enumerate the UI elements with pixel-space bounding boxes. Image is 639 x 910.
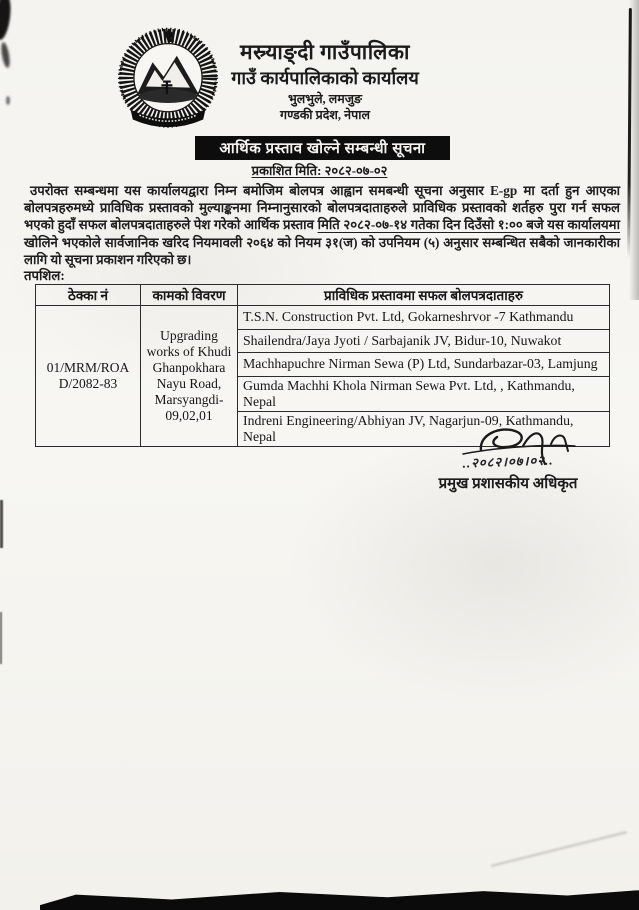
header-successful-bidders: प्राविधिक प्रस्तावमा सफल बोलपत्रदाताहरु (238, 285, 610, 306)
body-text-after: खोलिने भएकोले सार्वजानिक खरिद नियमावली २०६४ को नियम ३१(ज) को उपनियम (५) अनुसार सम्बन्धित सबैको जानकारीका लागि यो सूचना प्रकाशन गरिएको छ। (24, 234, 620, 267)
bidder-cell: T.S.N. Construction Pvt. Ltd, Gokarneshrvor -7 Kathmandu (238, 306, 610, 330)
scan-edge-line-right (627, 8, 632, 258)
bidders-table (35, 284, 610, 447)
bidder-cell: Indreni Engineering/Abhiyan JV, Nagarjun-09, Kathmandu, Nepal (238, 411, 610, 446)
scan-edge-shadow-right (629, 0, 639, 300)
bidder-cell: Shailendra/Jaya Jyoti / Sarbajanik JV, Bidur-10, Nuwakot (238, 329, 610, 353)
municipality-name: मस्र्याङ्दी गाउँपालिका (240, 40, 410, 64)
body-text-underlined-date: मिति २०८२-०७-१४ गतेका दिन दिउँसो १:०० बजे यस कार्यालयमा (317, 217, 620, 233)
scan-streak-left-1 (0, 500, 3, 548)
scan-smudge-top-left-2 (0, 42, 11, 69)
tapasil-label: तपशिल: (24, 268, 65, 283)
signature-handwritten-date: ..२०८२।०७।०२.. (462, 452, 554, 471)
notice-body-paragraph (24, 182, 620, 268)
scan-black-band-bottom (40, 888, 639, 910)
notice-title-banner: आर्थिक प्रस्ताव खोल्ने सम्बन्धी सूचना (196, 137, 449, 159)
published-date: प्रकाशित मिति: २०८२-०७-०२ (251, 163, 388, 178)
bidder-cell: Gumda Machhi Khola Nirman Sewa Pvt. Ltd, , Kathmandu, Nepal (238, 376, 610, 411)
office-name: गाउँ कार्यपालिकाको कार्यालय (231, 68, 419, 88)
scan-streak-left-2 (0, 612, 2, 664)
contract-number-cell: 01/MRM/ROA D/2082-83 (36, 306, 141, 447)
table-header-row (36, 285, 610, 306)
bidder-cell: Machhapuchre Nirman Sewa (P) Ltd, Sundarbazar-03, Lamjung (238, 353, 610, 377)
office-place: भुलभुले, लमजुङ (288, 92, 362, 106)
header-contract-no: ठेक्का नं (36, 285, 141, 306)
scan-speck-left (6, 96, 10, 105)
header-work-description: कामको विवरण (141, 285, 238, 306)
signature-block (398, 424, 618, 493)
work-description-cell: Upgrading works of Khudi Ghanpokhara Nayu Road, Marsyangdi-09,02,01 (141, 306, 238, 447)
body-text-before: उपरोक्त सम्बन्धमा यस कार्यालयद्वारा निम्न बमोजिम बोलपत्र आह्वान समबन्धी सूचना अनुसार E-gp मा दर्ता हुन आएका बोलपत्रहरुमध्ये प्राविधिक प्रस्तावको मुल्याङ्कनमा निम्नानुसारको बोलपत्रदाताहरुले प्राविधिक प्रस्तावको शर्तहरु पुरा गर्न सफल भएको हुदाँ सफल बोलपत्रदाताहरुले पेश गरेको आर्थिक प्रस्ताव (24, 183, 620, 233)
table-row (36, 306, 610, 330)
scan-smudge-top-left (0, 0, 13, 41)
signatory-designation: प्रमुख प्रशासकीय अधिकृत (438, 476, 578, 492)
paper-crease (491, 831, 627, 867)
office-province: गण्डकी प्रदेश, नेपाल (280, 108, 370, 122)
